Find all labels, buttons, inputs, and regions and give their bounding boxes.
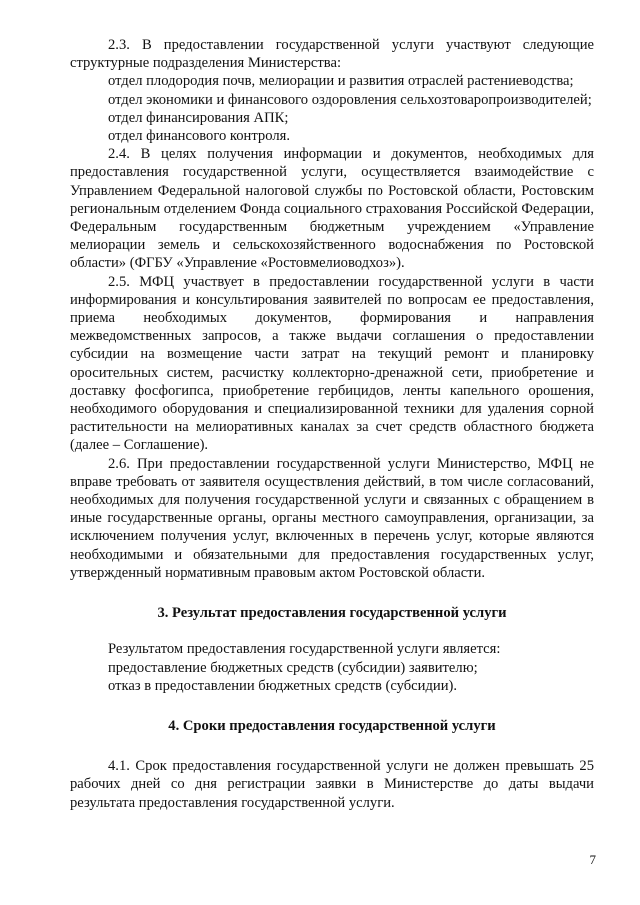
department-item: отдел финансирования АПК; <box>108 109 289 126</box>
department-item: отдел финансового контроля. <box>108 128 290 145</box>
department-item: отдел плодородия почв, мелиорации и развития отраслей растениеводства; <box>108 73 574 90</box>
paragraph-2-4: 2.4. В целях получения информации и документов, необходимых для предоставления государственной услуги, осуществляется взаимодействие с Управлением Федеральной налоговой службы по Ростовской области, Ростовским региональным отделением Фонда социального страхования Российской Федерации, Федеральным государственным бюджетным учреждением «Управление мелиорации земель и сельскохозяйственного водоснабжения по Ростовской области» (ФГБУ «Управление «Ростовмелиоводхоз»). <box>70 146 594 272</box>
document-page <box>70 36 594 812</box>
paragraph-4-1: 4.1. Срок предоставления государственной услуги не должен превышать 25 рабочих дней со дня регистрации заявки в Министерстве до даты выдачи результата предоставления государственной услуги. <box>70 758 594 811</box>
paragraph-2-3: 2.3. В предоставлении государственной услуги участвуют следующие структурные подразделения Министерства: <box>70 37 594 72</box>
page-number: 7 <box>589 852 596 867</box>
paragraph-2-6: 2.6. При предоставлении государственной услуги Министерство, МФЦ не вправе требовать от заявителя осуществления действий, в том числе согласований, необходимых для получения государственной услуги и связанных с обращением в иные государственные органы, органы местного самоуправления, организации, за исключением получения услуг, включенных в перечень услуг, которые являются необходимыми и обязательными для предоставления государственных услуг, утвержденный нормативным правовым актом Ростовской области. <box>70 455 594 581</box>
paragraph-2-5: 2.5. МФЦ участвует в предоставлении государственной услуги в части информирования и консультирования заявителей по вопросам ее предоставления, приема необходимых документов, формирования и направления межведомственных запросов, а также выдачи соглашения о предоставлении субсидии на возмещение части затрат на текущий ремонт и планировку оросительных систем, расчистку коллекторно-дренажной сети, приобретение и доставку фосфогипса, приобретение гербицидов, ленты капельного орошения, необходимого оборудования и специализированной техники для удаления сорной растительности на мелиоративных каналах за счет средств областного бюджета (далее – Соглашение). <box>70 273 594 454</box>
department-item: отдел экономики и финансового оздоровления сельхозтоваропроизводителей; <box>108 91 592 108</box>
result-item: отказ в предоставлении бюджетных средств (субсидии). <box>108 677 458 694</box>
result-list <box>70 640 594 695</box>
result-intro: Результатом предоставления государственной услуги является: <box>108 641 501 658</box>
section-3-heading: 3. Результат предоставления государственной услуги <box>157 605 507 622</box>
result-item: предоставление бюджетных средств (субсидии) заявителю; <box>108 659 478 676</box>
section-4-heading: 4. Сроки предоставления государственной услуги <box>168 717 496 734</box>
